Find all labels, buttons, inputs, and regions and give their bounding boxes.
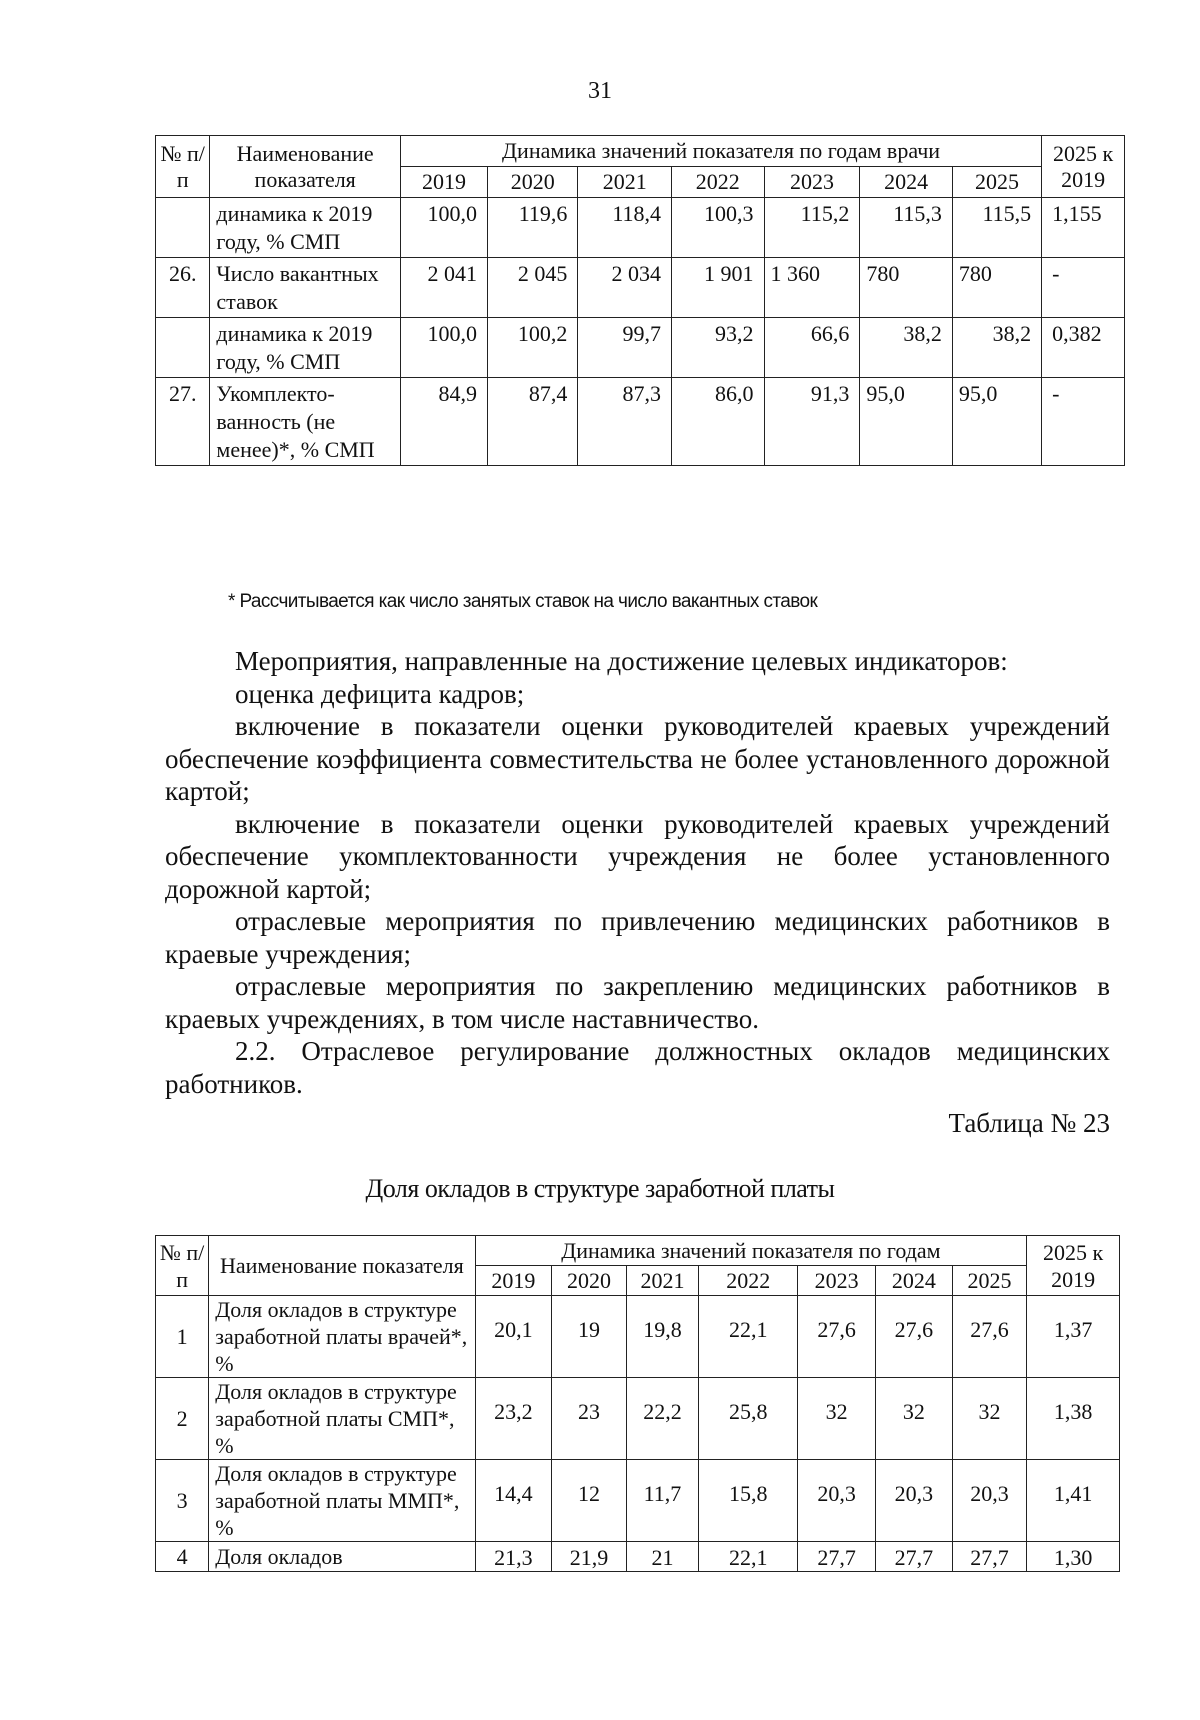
value-cell: 32 [952,1378,1027,1460]
header-year: 2020 [552,1266,627,1296]
row-name: Доля окладов в структуре заработной платы СМП*, % [209,1378,475,1460]
value-cell: 22,1 [699,1296,798,1378]
value-cell: 27,7 [952,1542,1027,1572]
ratio-cell: 1,41 [1027,1460,1120,1542]
row-name: Число вакантных ставок [210,258,401,318]
ratio-cell: - [1042,258,1125,318]
row-number: 4 [156,1542,209,1572]
value-cell: 21,3 [475,1542,552,1572]
value-cell: 23,2 [475,1378,552,1460]
paragraph: включение в показатели оценки руководителей краевых учреждений обеспечение коэффициента совместительства не более установленного дорожной картой; [165,711,1110,806]
value-cell: 91,3 [764,378,860,466]
body-text [165,645,1110,1100]
value-cell: 2 041 [400,258,487,318]
paragraph: отраслевые мероприятия по закреплению медицинских работников в краевых учреждениях, в том числе наставничество. [165,971,1110,1034]
header-year: 2022 [699,1266,798,1296]
value-cell: 19 [552,1296,627,1378]
value-cell: 25,8 [699,1378,798,1460]
header-year: 2019 [475,1266,552,1296]
header-ratio: 2025 к 2019 [1027,1236,1120,1296]
header-year: 2023 [764,167,860,198]
table-footnote: * Рассчитывается как число занятых ставок на число вакантных ставок [228,591,818,612]
value-cell: 27,7 [798,1542,876,1572]
header-year: 2023 [798,1266,876,1296]
header-year: 2019 [400,167,487,198]
value-cell: 20,3 [798,1460,876,1542]
value-cell: 12 [552,1460,627,1542]
header-name: Наименование показателя [210,136,401,198]
header-year: 2020 [488,167,578,198]
value-cell: 14,4 [475,1460,552,1542]
value-cell: 93,2 [672,318,765,378]
value-cell: 87,4 [488,378,578,466]
header-year: 2025 [952,1266,1027,1296]
row-number [156,198,210,258]
header-year: 2022 [672,167,765,198]
header-number: № п/п [156,1236,209,1296]
row-name: Доля окладов в структуре заработной платы ММП*, % [209,1460,475,1542]
table-row [156,1378,1120,1460]
paragraph: включение в показатели оценки руководителей краевых учреждений обеспечение укомплектованности учреждения не более установленного дорожной картой; [165,808,1110,904]
value-cell: 1 901 [672,258,765,318]
header-year: 2021 [626,1266,698,1296]
paragraph: оценка дефицита кадров; [235,678,525,709]
paragraph: отраслевые мероприятия по привлечению медицинских работников в краевые учреждения; [165,906,1110,969]
paragraph: Мероприятия, направленные на достижение целевых индикаторов: [235,646,1008,676]
value-cell: 66,6 [764,318,860,378]
value-cell: 780 [860,258,953,318]
table-row [156,198,1125,258]
value-cell: 99,7 [578,318,672,378]
table-row [156,318,1125,378]
header-year: 2024 [860,167,953,198]
value-cell: 20,1 [475,1296,552,1378]
ratio-cell: 0,382 [1042,318,1125,378]
value-cell: 27,7 [875,1542,952,1572]
table-row [156,1460,1120,1542]
row-number: 2 [156,1378,209,1460]
ratio-cell: 1,30 [1027,1542,1120,1572]
value-cell: 115,2 [764,198,860,258]
value-cell: 32 [875,1378,952,1460]
row-name: Доля окладов в структуре заработной платы врачей*, % [209,1296,475,1378]
value-cell: 27,6 [875,1296,952,1378]
paragraph: 2.2. Отраслевое регулирование должностных окладов медицинских работников. [165,1036,1110,1099]
value-cell: 32 [798,1378,876,1460]
value-cell: 115,3 [860,198,953,258]
row-number [156,318,210,378]
value-cell: 2 034 [578,258,672,318]
value-cell: 15,8 [699,1460,798,1542]
value-cell: 38,2 [952,318,1041,378]
row-name: Доля окладов [209,1542,475,1572]
value-cell: 119,6 [488,198,578,258]
page-number: 31 [588,78,612,104]
row-number: 27. [156,378,210,466]
ratio-cell: 1,155 [1042,198,1125,258]
header-ratio: 2025 к 2019 [1042,136,1125,198]
value-cell: 38,2 [860,318,953,378]
value-cell: 95,0 [952,378,1041,466]
ratio-cell: 1,38 [1027,1378,1120,1460]
row-number: 26. [156,258,210,318]
header-year: 2021 [578,167,672,198]
value-cell: 23 [552,1378,627,1460]
table-row [156,258,1125,318]
value-cell: 21,9 [552,1542,627,1572]
salary-share-table [155,1235,1120,1572]
value-cell: 84,9 [400,378,487,466]
value-cell: 22,2 [626,1378,698,1460]
header-group: Динамика значений показателя по годам [475,1236,1027,1266]
value-cell: 780 [952,258,1041,318]
ratio-cell: 1,37 [1027,1296,1120,1378]
header-group: Динамика значений показателя по годам врачи [400,136,1041,167]
row-name: динамика к 2019 году, % СМП [210,318,401,378]
header-year: 2025 [952,167,1041,198]
table-row [156,378,1125,466]
value-cell: 20,3 [952,1460,1027,1542]
value-cell: 86,0 [672,378,765,466]
value-cell: 27,6 [952,1296,1027,1378]
value-cell: 115,5 [952,198,1041,258]
value-cell: 22,1 [699,1542,798,1572]
header-name: Наименование показателя [209,1236,475,1296]
value-cell: 100,0 [400,198,487,258]
value-cell: 1 360 [764,258,860,318]
row-number: 3 [156,1460,209,1542]
header-year: 2024 [875,1266,952,1296]
ratio-cell: - [1042,378,1125,466]
value-cell: 100,2 [488,318,578,378]
value-cell: 27,6 [798,1296,876,1378]
value-cell: 2 045 [488,258,578,318]
table-caption: Таблица № 23 [948,1108,1110,1138]
value-cell: 100,0 [400,318,487,378]
value-cell: 87,3 [578,378,672,466]
header-number: № п/п [156,136,210,198]
row-name: Укомплекто-ванность (не менее)*, % СМП [210,378,401,466]
value-cell: 20,3 [875,1460,952,1542]
row-name: динамика к 2019 году, % СМП [210,198,401,258]
table-title: Доля окладов в структуре заработной платы [365,1174,835,1203]
value-cell: 21 [626,1542,698,1572]
indicator-table [155,135,1125,466]
value-cell: 95,0 [860,378,953,466]
table-row [156,1542,1120,1572]
value-cell: 11,7 [626,1460,698,1542]
value-cell: 100,3 [672,198,765,258]
value-cell: 118,4 [578,198,672,258]
value-cell: 19,8 [626,1296,698,1378]
table-row [156,1296,1120,1378]
row-number: 1 [156,1296,209,1378]
